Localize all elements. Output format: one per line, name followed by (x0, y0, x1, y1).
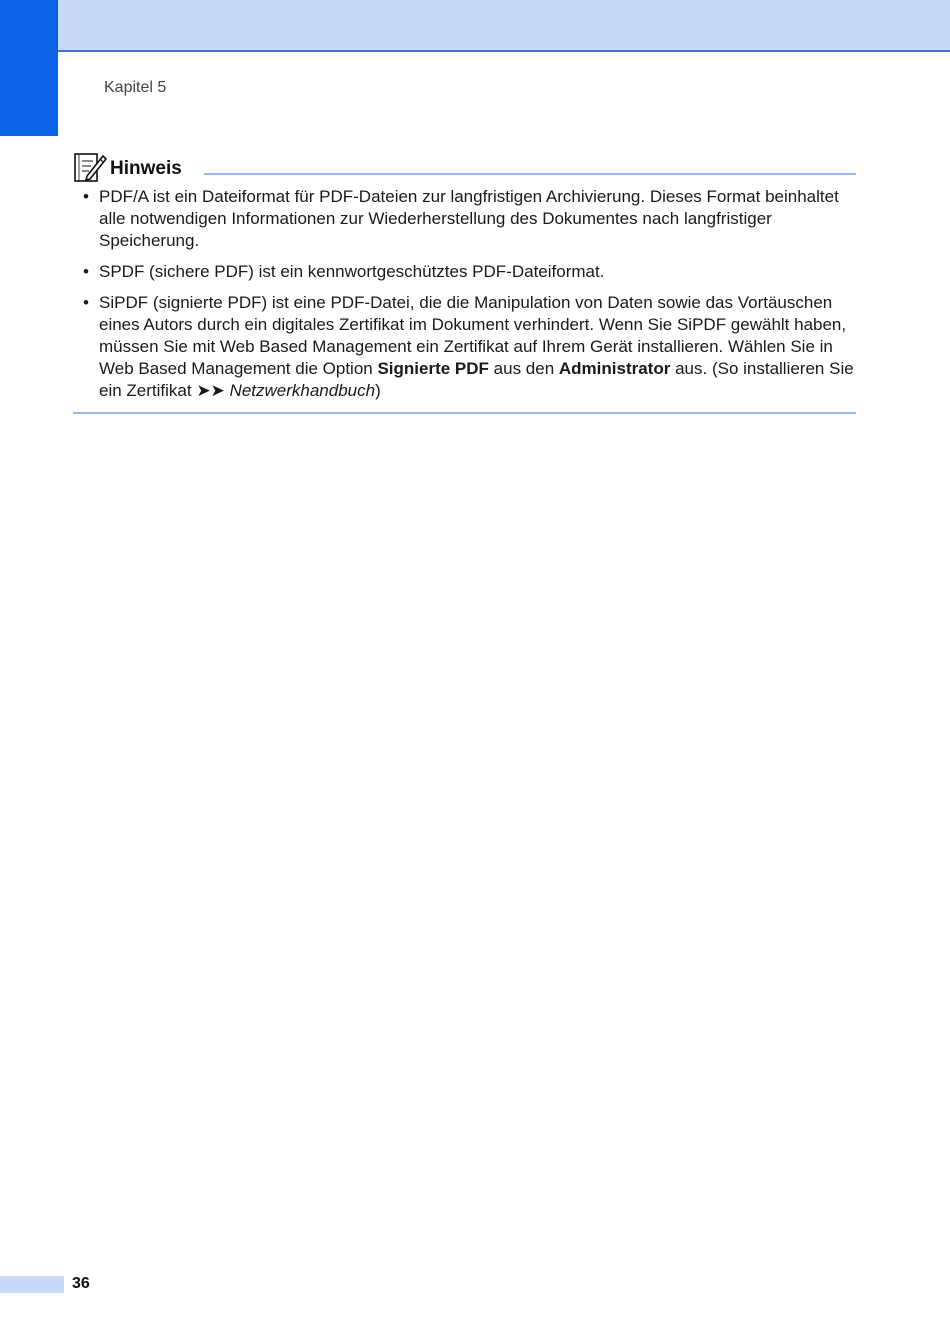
list-item (73, 186, 856, 252)
bullet: • (83, 187, 89, 206)
bullet: • (83, 262, 89, 281)
chapter-label: Kapitel 5 (104, 79, 167, 96)
note-rule-bottom (73, 412, 856, 414)
network-guide-reference: Netzwerkhandbuch (229, 381, 376, 400)
item-text: ) (375, 381, 381, 400)
item-text: aus. (So installieren Sie ein Zertifikat (99, 359, 854, 400)
bullet: • (83, 293, 89, 312)
page-number: 36 (72, 1275, 90, 1292)
item-text: SiPDF (signierte PDF) ist eine PDF-Datei, die die Manipulation von Daten sowie das Vortäuschen eines Autors durch ein digitales Zertifikat im Dokument verhindert. Wenn Sie SiPDF gewählt haben, müssen Sie mit Web Based Management ein Zertifikat auf Ihrem Gerät installieren. Wählen Sie in Web Based Management die Option (99, 293, 847, 378)
option-signierte-pdf: Signierte PDF (377, 359, 489, 378)
header-rule (58, 50, 950, 52)
header-band (0, 0, 950, 51)
reference-arrows-icon: ➤➤ (196, 381, 225, 400)
note-title: Hinweis (110, 158, 182, 179)
item-text: aus den (488, 359, 559, 378)
option-administrator: Administrator (558, 359, 671, 378)
list-item (73, 292, 856, 402)
item-text: SPDF (sichere PDF) ist ein kennwortgeschütztes PDF-Dateiformat. (99, 262, 605, 281)
chapter-tab (0, 0, 58, 136)
note-pencil-icon (73, 150, 107, 184)
footer-strip (0, 1276, 64, 1293)
item-text: PDF/A ist ein Dateiformat für PDF-Dateien zur langfristigen Archivierung. Dieses Format beinhaltet alle notwendigen Informationen zur Wiederherstellung des Dokumentes nach langfristiger Speicherung. (99, 187, 839, 250)
note-rule-top (204, 173, 856, 175)
note-list (73, 186, 856, 411)
list-item (73, 261, 856, 283)
